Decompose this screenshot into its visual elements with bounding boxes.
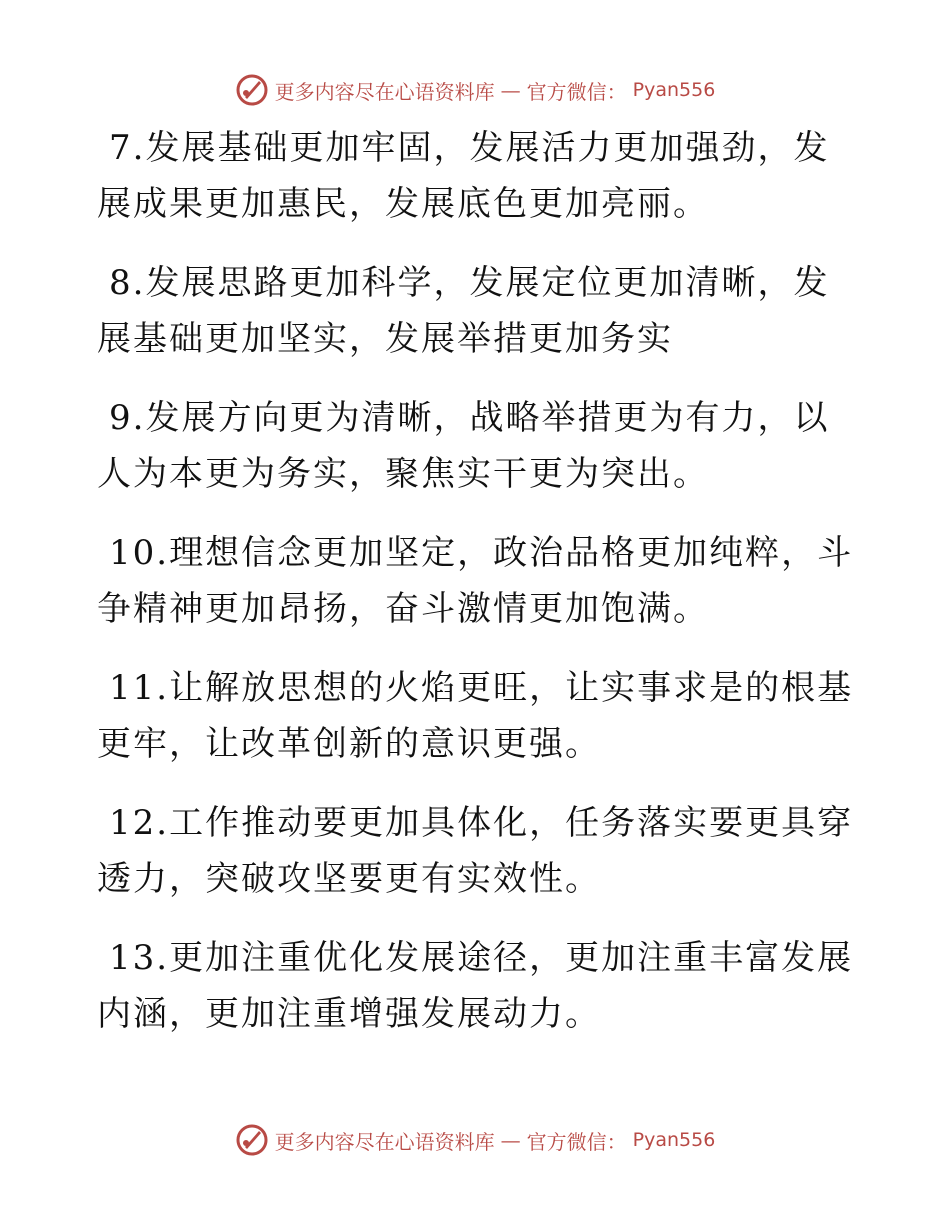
list-item — [97, 930, 857, 1042]
item-number: 10. — [109, 533, 170, 573]
banner-separator: — — [500, 1128, 521, 1152]
item-text: 更加注重优化发展途径，更加注重丰富发展内涵，更加注重增强发展动力。 — [97, 938, 854, 1034]
banner-text: 更多内容尽在心语资料库 — [274, 1129, 495, 1154]
item-number: 7. — [109, 128, 146, 168]
footer-banner — [0, 1120, 950, 1160]
banner-contact-label: 官方微信： — [526, 1129, 627, 1154]
list-item — [97, 795, 857, 907]
quill-seal-icon — [235, 1123, 269, 1157]
list-item — [97, 660, 857, 772]
item-number: 13. — [109, 938, 170, 978]
list-item — [97, 120, 857, 232]
list-item — [97, 390, 857, 502]
banner-contact-label: 官方微信： — [526, 79, 627, 104]
item-number: 8. — [109, 263, 146, 303]
item-text: 让解放思想的火焰更旺，让实事求是的根基更牢，让改革创新的意识更强。 — [97, 668, 854, 764]
list-item — [97, 525, 857, 637]
item-number: 9. — [109, 398, 146, 438]
document-body — [97, 120, 857, 1065]
list-item — [97, 255, 857, 367]
item-text: 工作推动要更加具体化，任务落实要更具穿透力，突破攻坚要更有实效性。 — [97, 803, 854, 899]
banner-text: 更多内容尽在心语资料库 — [274, 79, 495, 104]
item-text: 发展基础更加牢固，发展活力更加强劲，发展成果更加惠民，发展底色更加亮丽。 — [97, 128, 830, 224]
item-text: 发展方向更为清晰，战略举措更为有力，以人为本更为务实，聚焦实干更为突出。 — [97, 398, 830, 494]
item-text: 发展思路更加科学，发展定位更加清晰，发展基础更加坚实，发展举措更加务实 — [97, 263, 830, 359]
item-number: 11. — [109, 668, 170, 708]
banner-contact-value: Pyan556 — [632, 1129, 716, 1151]
banner-contact-value: Pyan556 — [632, 79, 716, 101]
item-number: 12. — [109, 803, 170, 843]
banner-separator: — — [500, 78, 521, 102]
quill-seal-icon — [235, 73, 269, 107]
header-banner — [0, 70, 950, 110]
item-text: 理想信念更加坚定，政治品格更加纯粹，斗争精神更加昂扬，奋斗激情更加饱满。 — [97, 533, 854, 629]
